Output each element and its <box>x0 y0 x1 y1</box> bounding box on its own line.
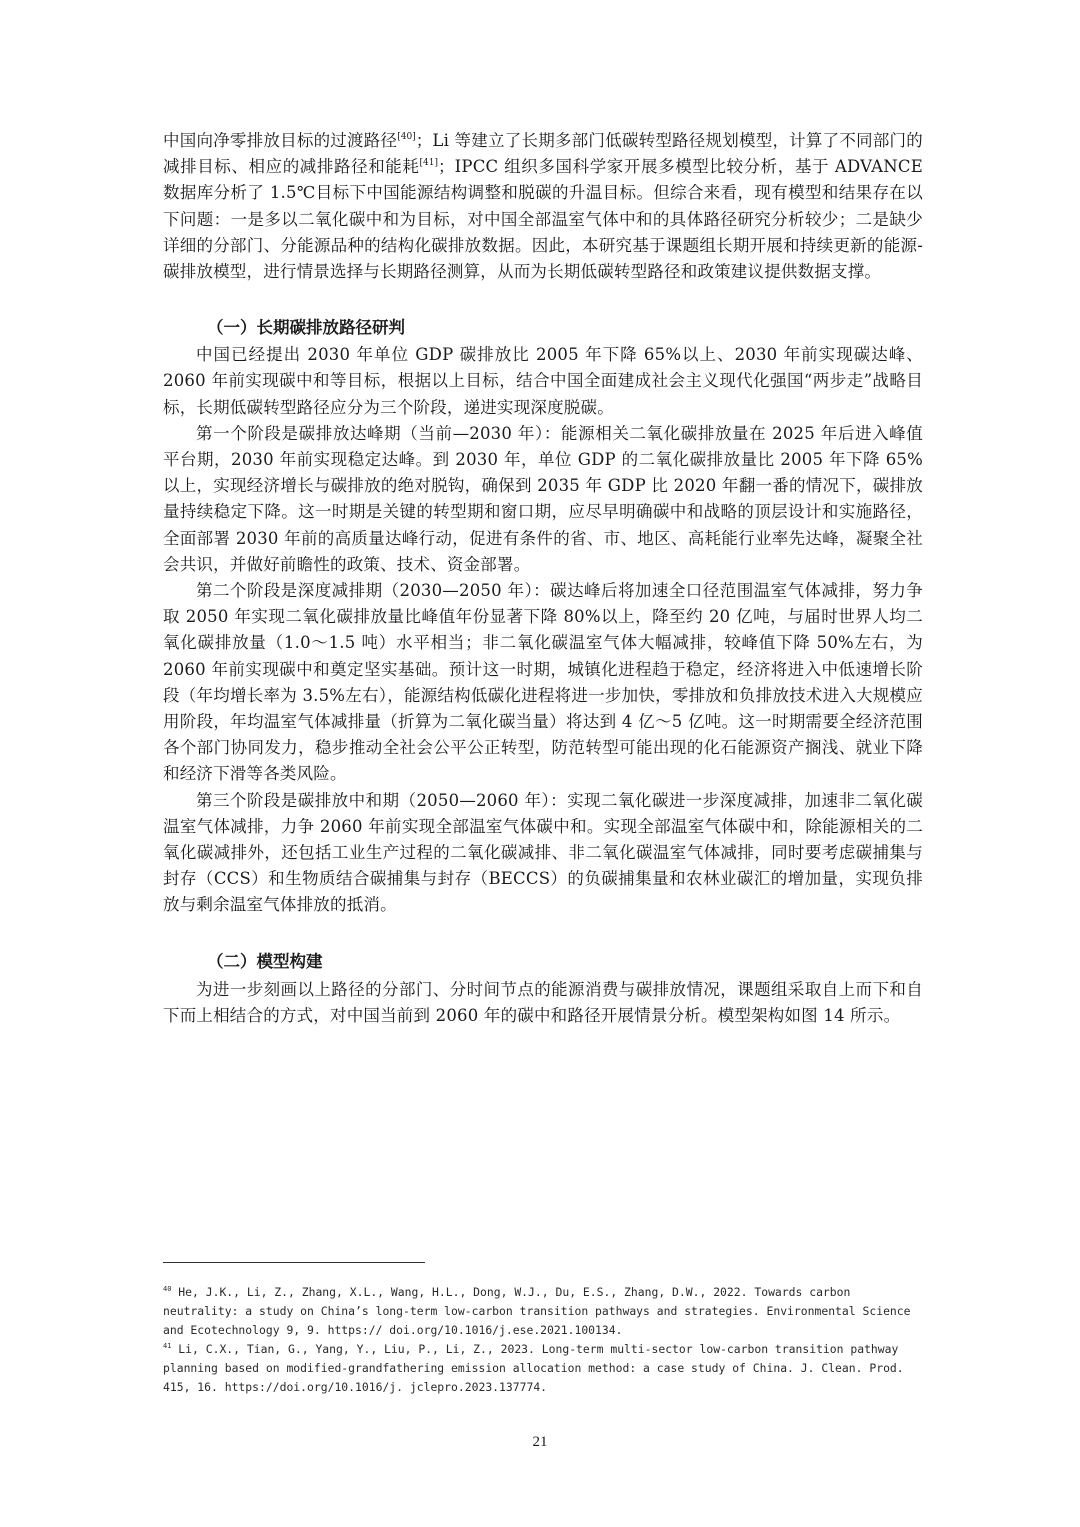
footnote-divider <box>163 1262 425 1263</box>
section2-paragraph-1: 为进一步刻画以上路径的分部门、分时间节点的能源消费与碳排放情况，课题组采取自上而下和自下而上相结合的方式，对中国当前到 2060 年的碳中和路径开展情景分析。模型架构如图 14 所示。 <box>163 979 923 1025</box>
section1-paragraph-4: 第三个阶段是碳排放中和期（2050—2060 年）：实现二氧化碳进一步深度减排，加速非二氧化碳温室气体减排，力争 2060 年前实现全部温室气体碳中和。实现全部温室气体碳中和，除能源相关的二氧化碳减排外，还包括工业生产过程的二氧化碳减排、非二氧化碳温室气体减排，同时要考虑碳捕集与封存（CCS）和生物质结合碳捕集与封存（BECCS）的负碳捕集量和农林业碳汇的增加量，实现负排放与剩余温室气体排放的抵消。 <box>163 790 923 915</box>
section1-paragraph-1: 中国已经提出 2030 年单位 GDP 碳排放比 2005 年下降 65%以上、2030 年前实现碳达峰、2060 年前实现碳中和等目标，根据以上目标，结合中国全面建成社会主义现代化强国“两步走”战略目标，长期低碳转型路径应分为三个阶段，递进实现深度脱碳。 <box>163 345 923 417</box>
section-heading-long-term-pathway: （一）长期碳排放路径研判 <box>207 318 405 338</box>
citation-41[interactable]: [41] <box>419 158 438 169</box>
page-number: 21 <box>532 1434 548 1450</box>
footnote-text-41: Li, C.X., Tian, G., Yang, Y., Liu, P., Li, Z., 2023. Long-term multi-sector low-carbon transition pathway planning based on modified-grandfathering emission allocation method: a case study of China. J. Clean. Prod. 415, 16. https://doi.org/10.1016/j. jclepro.2023.137774. <box>163 1342 904 1394</box>
section1-paragraph-2: 第一个阶段是碳排放达峰期（当前—2030 年）：能源相关二氧化碳排放量在 2025 年后进入峰值平台期，2030 年前实现稳定达峰。到 2030 年，单位 GDP 的二氧化碳排放量比 2005 年下降 65%以上，实现经济增长与碳排放的绝对脱钩，确保到 2035 年 GDP 比 2020 年翻一番的情况下，碳排放量持续稳定下降。这一时期是关键的转型期和窗口期，应尽早明确碳中和战略的顶层设计和实施路径，全面部署 2030 年前的高质量达峰行动，促进有条件的省、市、地区、高耗能行业率先达峰，凝聚全社会共识，并做好前瞻性的政策、技术、资金部署。 <box>163 423 923 574</box>
footnotes <box>163 1283 923 1397</box>
citation-40[interactable]: [40] <box>397 132 416 142</box>
footnote-marker-41: 41 <box>163 1342 172 1350</box>
page-body <box>163 128 923 1029</box>
intro-text-part-3: ；IPCC 组织多国科学家开展多模型比较分析，基于 ADVANCE 数据库分析了 1.5℃目标下中国能源结构调整和脱碳的升温目标。但综合来看，现有模型和结果存在以下问题：一是多以二氧化碳中和为目标，对中国全部温室气体中和的具体路径研究分析较少；二是缺少详细的分部门、分能源品种的结构化碳排放数据。因此，本研究基于课题组长期开展和持续更新的能源-碳排放模型，进行情景选择与长期路径测算，从而为长期低碳转型路径和政策建议提供数据支撑。 <box>163 157 924 282</box>
footnote-40 <box>163 1283 923 1340</box>
intro-text-part-1: 中国向净零排放目标的过渡路径 <box>163 131 398 150</box>
intro-paragraph <box>163 128 923 285</box>
footnote-41 <box>163 1340 923 1397</box>
intro-text-part-2: ；Li 等建立了长期多部门低碳转型路径规划模型，计算了不同部门的减排目标、相应的减排路径和能耗 <box>163 131 923 177</box>
section1-paragraph-3: 第二个阶段是深度减排期（2030—2050 年）：碳达峰后将加速全口径范围温室气体减排，努力争取 2050 年实现二氧化碳排放量比峰值年份显著下降 80%以上，降至约 20 亿吨，与届时世界人均二氧化碳排放量（1.0～1.5 吨）水平相当；非二氧化碳温室气体大幅减排，较峰值下降 50%左右，为 2060 年前实现碳中和奠定坚实基础。预计这一时期，城镇化进程趋于稳定，经济将进入中低速增长阶段（年均增长率为 3.5%左右），能源结构低碳化进程将进一步加快，零排放和负排放技术进入大规模应用阶段，年均温室气体减排量（折算为二氧化碳当量）将达到 4 亿～5 亿吨。这一时期需要全经济范围各个部门协同发力，稳步推动全社会公平公正转型，防范转型可能出现的化石能源资产搁浅、就业下降和经济下滑等各类风险。 <box>163 581 923 784</box>
section-heading-model-construction: （二）模型构建 <box>207 951 323 971</box>
footnote-text-40: He, J.K., Li, Z., Zhang, X.L., Wang, H.L., Dong, W.J., Du, E.S., Zhang, D.W., 2022. Towards carbon neutrality: a study on China’s long-term low-carbon transition pathways and strategies. Environmental Science and Ecotechnology 9, 9. https:// doi.org/10.1016/j.ese.2021.100134. <box>163 1285 911 1337</box>
footnote-marker-40: 40 <box>163 1285 172 1293</box>
